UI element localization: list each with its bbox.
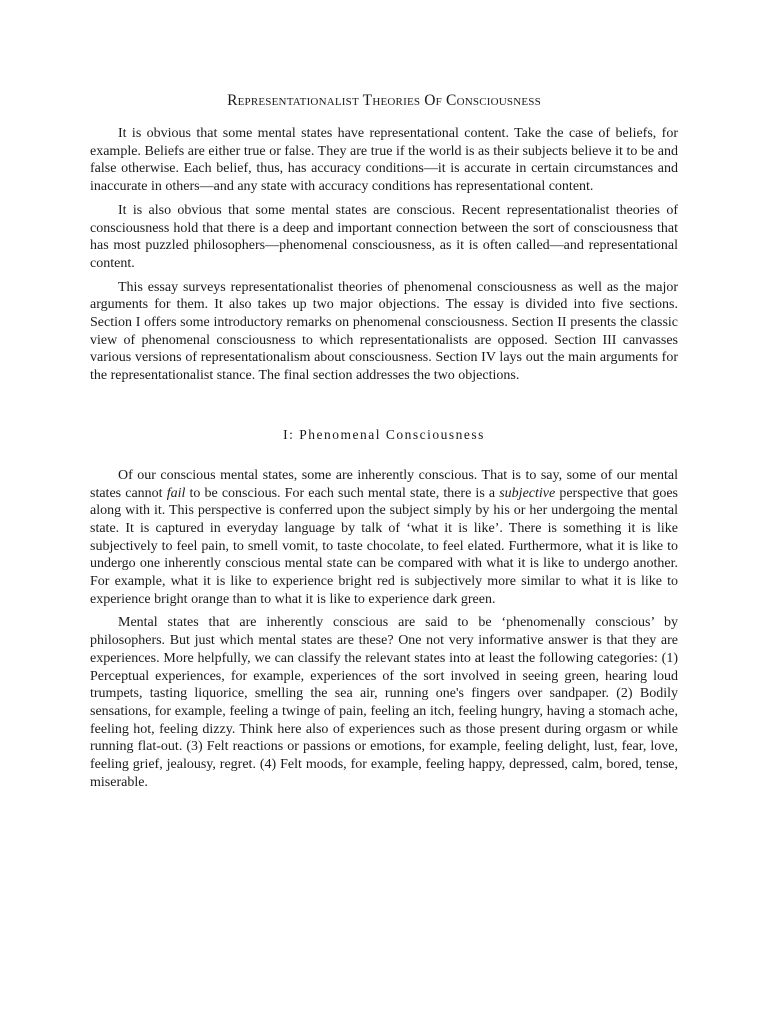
document-page bbox=[90, 92, 678, 798]
emphasis-subjective: subjective bbox=[499, 485, 556, 501]
intro-paragraph-1: It is obvious that some mental states have representational content. Take the case of beliefs, for example. Beliefs are either true or false. They are true if the world is as their subjects believe it to be and false otherwise. Each belief, thus, has accuracy conditions—it is accurate in certain circumstances and inaccurate in others—and any state with accuracy conditions has representational content. bbox=[90, 126, 678, 195]
paragraph-text: to be conscious. For each such mental state, there is a bbox=[185, 485, 500, 501]
section-paragraph-1 bbox=[90, 467, 678, 609]
paragraph-text: Of our conscious mental states, some are inherently conscious. That is to say, some of our mental states cannot bbox=[90, 467, 678, 501]
document-title: Representationalist Theories Of Consciousness bbox=[227, 92, 541, 109]
section-paragraph-2: Mental states that are inherently conscious are said to be ‘phenomenally conscious’ by philosophers. But just which mental states are these? One not very informative answer is that they are experiences. More helpfully, we can classify the relevant states into at least the following categories: (1) Perceptual experiences, for example, experiences of the sort involved in seeing green, hearing loud trumpets, tasting liquorice, smelling the sea air, running one's fingers over sandpaper. (2) Bodily sensations, for example, feeling a twinge of pain, feeling an itch, feeling hungry, having a stomach ache, feeling hot, feeling dizzy. Think here also of experiences such as those present during orgasm or while running flat-out. (3) Felt reactions or passions or emotions, for example, feeling delight, lust, fear, love, feeling grief, jealousy, regret. (4) Felt moods, for example, feeling happy, depressed, calm, bored, tense, miserable. bbox=[90, 615, 678, 790]
intro-paragraph-3: This essay surveys representationalist theories of phenomenal consciousness as well as the major arguments for them. It also takes up two major objections. The essay is divided into five sections. Section I offers some introductory remarks on phenomenal consciousness. Section II presents the classic view of phenomenal consciousness to which representationalists are opposed. Section III canvasses various versions of representationalism about consciousness. Section IV lays out the main arguments for the representationalist stance. The final section addresses the two objections. bbox=[90, 279, 678, 384]
emphasis-fail: fail bbox=[166, 485, 186, 501]
paragraph-text: perspective that goes along with it. This perspective is conferred upon the subject simply by his or her undergoing the mental state. It is captured in everyday language by talk of ‘what it is like’. There is something it is like subjectively to feel pain, to smell vomit, to taste chocolate, to feel elated. Furthermore, what it is like to undergo one inherently conscious mental state can be compared with what it is like to undergo another. For example, what it is like to experience bright red is subjectively more similar to what it is like to experience bright orange than to what it is like to experience dark green. bbox=[90, 485, 678, 607]
section-heading: I: Phenomenal Consciousness bbox=[283, 426, 485, 442]
intro-paragraph-2: It is also obvious that some mental states are conscious. Recent representationalist theories of consciousness hold that there is a deep and important connection between the sort of consciousness that has most puzzled philosophers—phenomenal consciousness, as it is often called—and representational content. bbox=[90, 202, 678, 271]
